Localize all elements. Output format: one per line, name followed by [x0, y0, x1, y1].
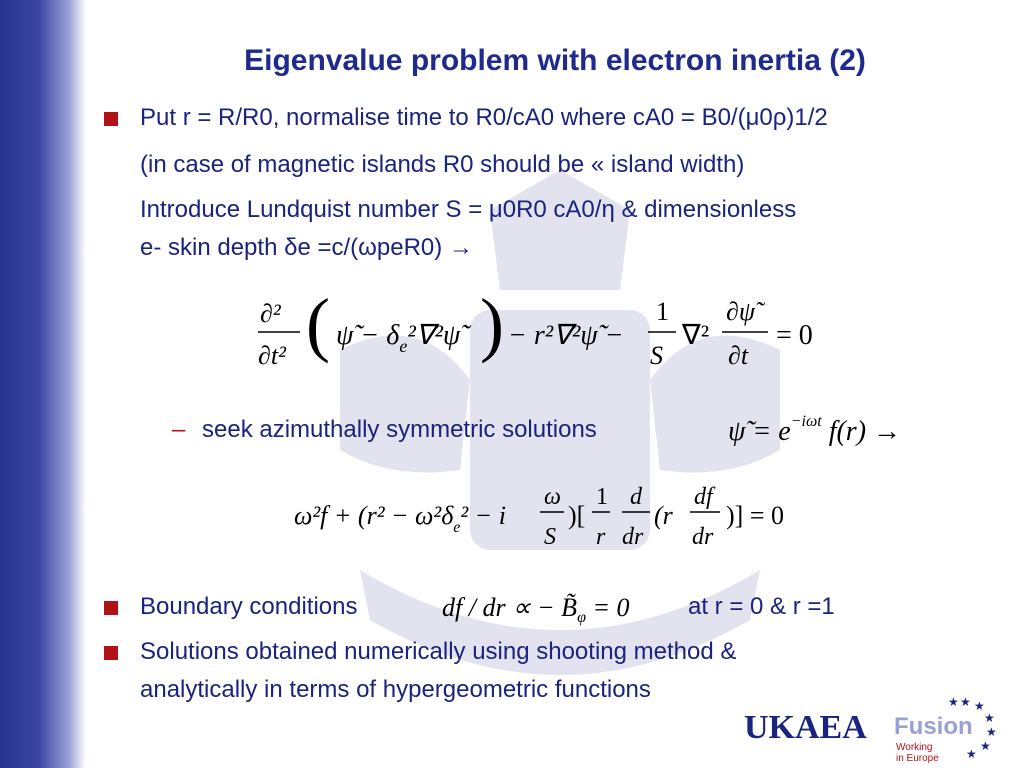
svg-text:ω: ω — [544, 484, 561, 510]
svg-text:)[: )[ — [568, 501, 586, 530]
svg-text:★: ★ — [966, 747, 977, 761]
svg-text:∂ψ̃: ∂ψ̃ — [726, 297, 755, 326]
logo-fusion-text: Fusion — [894, 713, 973, 740]
svg-text:∂t²: ∂t² — [258, 341, 286, 370]
bullet1-line1: Put r = R/R0, normalise time to R0/cA0 where cA0 = B0/(μ0ρ)1/2 — [140, 104, 828, 131]
bullet3-line2: analytically in terms of hypergeometric functions — [140, 676, 651, 703]
svg-text:r: r — [596, 524, 606, 550]
bullet3-line1: Solutions obtained numerically using shooting method & — [140, 638, 737, 665]
sub-bullet-dash: – — [172, 416, 186, 443]
svg-text:★: ★ — [960, 695, 971, 709]
svg-text:S: S — [544, 524, 556, 550]
svg-text:ψ̃ = e−iωt f(r) →: ψ̃ = $e^{-i\omega t}$ f(r) → — [728, 413, 902, 447]
ukaea-fusion-logo — [744, 694, 1004, 764]
svg-text:df: df — [694, 484, 713, 510]
logo-ukaea-text: UKAEA — [744, 709, 867, 746]
bullet2-text-b: at r = 0 & r =1 — [688, 593, 835, 620]
equation-2 — [724, 396, 964, 456]
svg-text:d: d — [630, 484, 642, 510]
logo-in-europe-text: in Europe — [896, 753, 939, 764]
sidebar-gradient — [0, 0, 86, 768]
svg-text:★: ★ — [980, 739, 991, 753]
bullet-marker — [104, 646, 118, 660]
bullet1-line2: (in case of magnetic islands R0 should be « island width) — [140, 151, 745, 178]
slide-title: Eigenvalue problem with electron inertia (2) — [244, 44, 866, 77]
svg-text:): ) — [480, 284, 504, 364]
svg-text:dr: dr — [692, 524, 714, 550]
svg-text:∂t: ∂t — [728, 341, 749, 370]
svg-text:★: ★ — [984, 711, 995, 725]
svg-text:dr: dr — [622, 524, 644, 550]
sub-bullet-text: seek azimuthally symmetric solutions — [202, 416, 597, 443]
svg-text:★: ★ — [986, 725, 997, 739]
svg-text:ψ̃ − δe²∇²ψ̃: ψ̃ − $\delta_e^2\nabla^2\psĩ$ — [336, 320, 461, 356]
svg-text:★: ★ — [974, 699, 985, 713]
svg-text:(r: (r — [654, 501, 673, 530]
svg-text:ω²f + (r² − ω²δe² − i: $\omega^2f + (r^2 - \omega^2\delta_e^2 - i$ — [294, 501, 506, 536]
svg-text:(: ( — [306, 284, 330, 364]
bullet1-line4: e- skin depth δe =c/(ωpeR0) → — [140, 234, 473, 261]
bullet-marker — [104, 601, 118, 615]
svg-text:= 0: = 0 — [776, 320, 813, 351]
svg-text:)] = 0: )] = 0 — [726, 501, 784, 530]
equation-4 — [438, 578, 678, 628]
svg-text:− r²∇²ψ̃ −: − r²∇²ψ̃ − — [508, 320, 624, 351]
bullet2-text-a: Boundary conditions — [140, 593, 358, 620]
svg-text:★: ★ — [948, 695, 959, 709]
equation-3 — [290, 476, 810, 556]
bullet-marker — [104, 112, 118, 126]
svg-text:∇²: ∇² — [682, 320, 710, 351]
equation-1 — [256, 282, 836, 382]
svg-text:1: 1 — [596, 484, 608, 510]
svg-text:df / dr ∝ − B̃φ = 0: df / dr ∝ − $B̃_\varphi = 0$ — [442, 593, 630, 626]
svg-text:∂²: ∂² — [260, 299, 281, 328]
svg-text:S: S — [650, 341, 663, 370]
bullet1-line3: Introduce Lundquist number S = μ0R0 cA0/η & dimensionless — [140, 196, 797, 223]
svg-text:1: 1 — [656, 297, 669, 326]
logo-working-text: Working — [896, 742, 933, 753]
